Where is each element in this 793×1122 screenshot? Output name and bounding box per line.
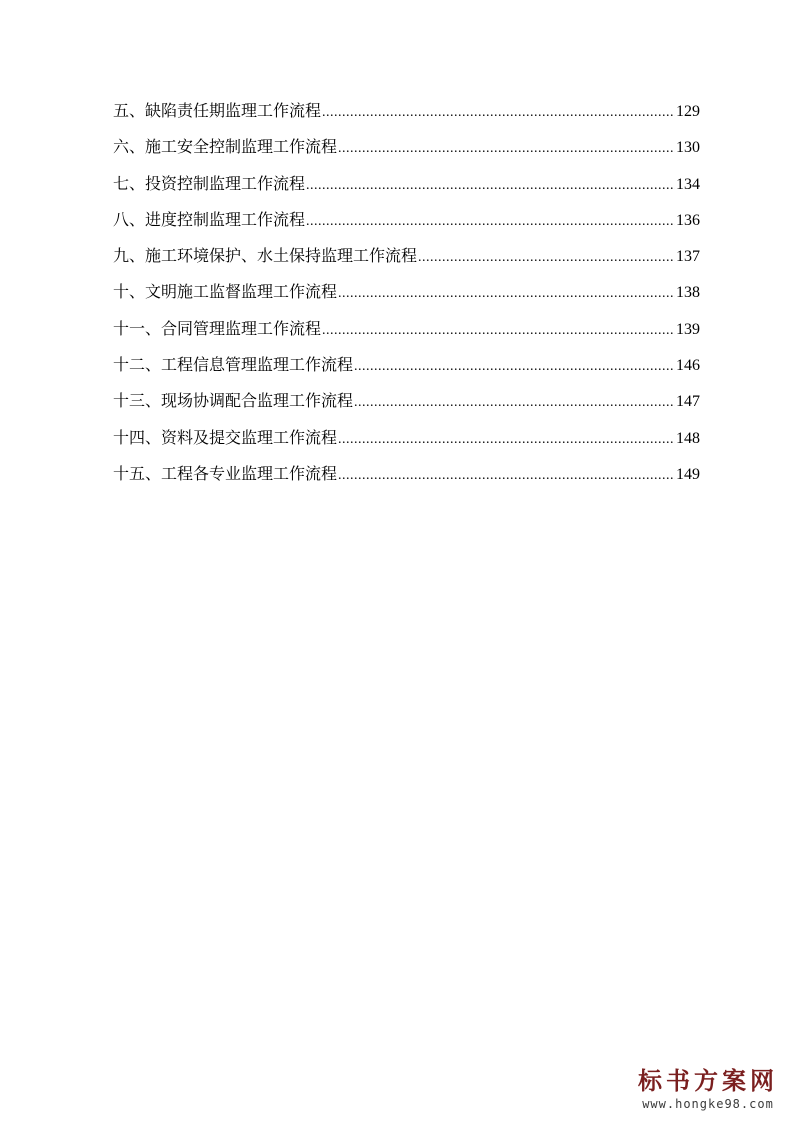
toc-entry-title: 五、缺陷责任期监理工作流程 <box>113 101 322 120</box>
toc-entry-title: 十一、合同管理监理工作流程 <box>113 318 322 338</box>
toc-entry[interactable] <box>113 208 700 244</box>
toc-entry-page: 139 <box>676 320 700 338</box>
toc-entry-title: 十四、资料及提交监理工作流程 <box>113 427 338 447</box>
toc-entry[interactable] <box>113 317 700 353</box>
toc-dot-leader <box>338 464 675 488</box>
toc-dot-leader <box>306 174 675 198</box>
toc-entry-title: 八、进度控制监理工作流程 <box>113 209 306 229</box>
toc-entry-page: 138 <box>676 284 700 302</box>
toc-entry-title: 十二、工程信息管理监理工作流程 <box>113 355 354 375</box>
watermark-url: www.hongke98.com <box>642 1097 774 1111</box>
toc-dot-leader <box>338 137 675 161</box>
toc-entry-page: 130 <box>676 139 700 157</box>
toc-dot-leader <box>306 210 675 234</box>
toc-entry-title: 九、施工环境保护、水土保持监理工作流程 <box>113 246 418 266</box>
toc-dot-leader <box>354 355 675 379</box>
table-of-contents <box>113 99 700 498</box>
toc-entry[interactable] <box>113 135 700 171</box>
toc-entry[interactable] <box>113 99 700 135</box>
toc-dot-leader <box>338 282 675 306</box>
toc-entry-page: 146 <box>676 357 700 375</box>
toc-entry[interactable] <box>113 462 700 498</box>
toc-entry-page: 147 <box>676 393 700 411</box>
toc-entry-title: 十、文明施工监督监理工作流程 <box>113 282 338 302</box>
toc-dot-leader <box>354 391 675 415</box>
toc-entry-page: 134 <box>676 175 700 193</box>
site-watermark <box>633 1066 783 1112</box>
toc-entry-title: 六、施工安全控制监理工作流程 <box>113 137 338 157</box>
toc-entry-page: 149 <box>676 465 700 483</box>
toc-entry[interactable] <box>113 426 700 462</box>
toc-entry-page: 136 <box>676 211 700 229</box>
toc-entry-page: 148 <box>676 429 700 447</box>
toc-entry[interactable] <box>113 353 700 389</box>
toc-entry[interactable] <box>113 280 700 316</box>
toc-entry[interactable] <box>113 172 700 208</box>
toc-entry[interactable] <box>113 244 700 280</box>
toc-entry-title: 七、投资控制监理工作流程 <box>113 173 306 193</box>
toc-entry-title: 十三、现场协调配合监理工作流程 <box>113 391 354 411</box>
toc-dot-leader <box>338 428 675 452</box>
toc-entry-page: 137 <box>676 248 700 266</box>
toc-dot-leader <box>322 319 675 343</box>
toc-entry-title: 十五、工程各专业监理工作流程 <box>113 463 338 483</box>
toc-dot-leader <box>418 246 675 270</box>
watermark-title: 标书方案网 <box>638 1067 778 1095</box>
toc-entry-page: 129 <box>676 103 700 120</box>
toc-entry[interactable] <box>113 389 700 425</box>
toc-dot-leader <box>322 101 675 125</box>
